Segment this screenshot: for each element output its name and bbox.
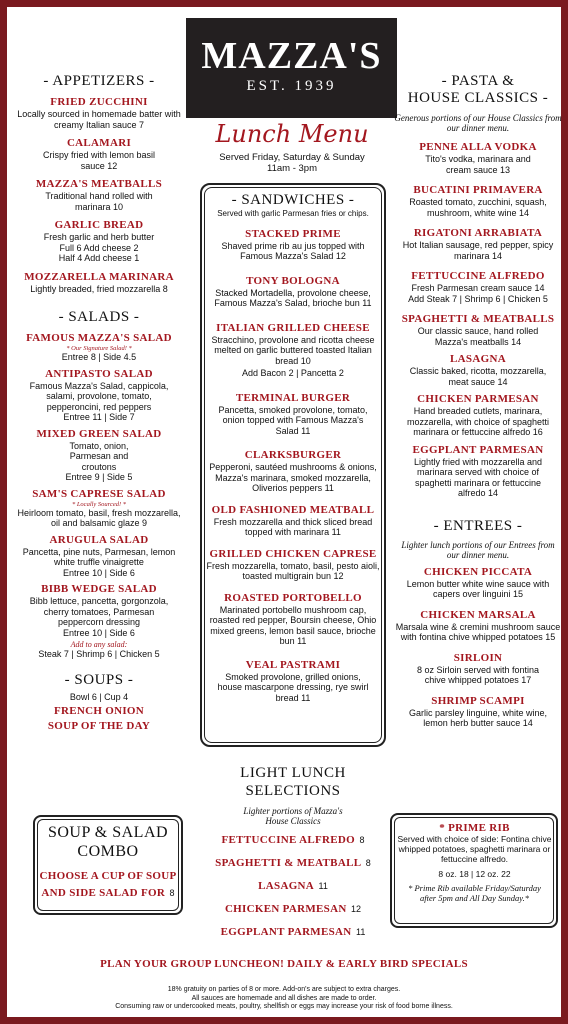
sandwiches-column <box>206 192 380 710</box>
item-name: MAZZA'S MEATBALLS <box>35 178 163 190</box>
appetizers-heading: - APPETIZERS - <box>43 73 155 89</box>
light-lunch-subtitle: Lighter portions of Mazza's House Classics <box>243 806 343 826</box>
logo-name: MAZZA'S <box>201 35 382 77</box>
menu-item <box>206 504 380 538</box>
item-desc: Garlic parsley linguine, white wine, lemon herb butter sauce 14 <box>408 707 548 728</box>
menu-item <box>206 548 380 582</box>
item-desc: Pancetta, pine nuts, Parmesan, lemon white truffle vinaigrette <box>22 546 176 567</box>
item-desc: Add Steak 7 | Shrimp 6 | Chicken 5 <box>408 293 548 304</box>
item-price: 8 <box>359 835 365 845</box>
item-name: MOZZARELLA MARINARA <box>24 270 174 283</box>
item-name: CHICKEN PARMESAN <box>417 393 539 405</box>
menu-item <box>14 96 184 130</box>
item-price: 11 <box>356 927 366 937</box>
served-days: Served Friday, Saturday & Sunday <box>219 152 365 163</box>
menu-item <box>14 583 184 638</box>
menu-item <box>392 393 564 438</box>
light-item <box>215 853 371 871</box>
item-desc: 8 oz Sirloin served with fontina chive whipped potatoes 17 <box>416 664 540 685</box>
item-name: TONY BOLOGNA <box>246 274 340 287</box>
item-desc: Stacked Mortadella, provolone cheese, Famous Mazza's Salad, brioche bun 11 <box>214 287 372 308</box>
soup-sizes: Bowl 6 | Cup 4 <box>69 691 129 702</box>
item-desc: Entree 9 | Side 5 <box>65 472 133 482</box>
item-desc: Full 6 Add cheese 2 <box>59 242 139 253</box>
prime-rib-box <box>397 822 552 903</box>
menu-item <box>24 271 174 295</box>
item-desc: Entree 10 | Side 6 <box>63 567 135 578</box>
item-desc: Entree 10 | Side 6 <box>63 627 135 638</box>
combo-price: 8 <box>169 888 175 898</box>
item-name: CHICKEN PARMESAN <box>224 903 347 915</box>
item-name: SPAGHETTI & MEATBALL <box>215 857 362 869</box>
combo-heading-2: COMBO <box>77 843 139 860</box>
pasta-heading-1: - PASTA & <box>441 73 515 89</box>
item-desc: Stracchino, provolone and ricotta cheese melted on garlic buttered toasted Italian bread 10 <box>211 334 375 366</box>
soups-heading: - SOUPS - <box>64 671 134 688</box>
salads-heading: - SALADS - <box>58 309 140 325</box>
item-desc: Half 4 Add cheese 1 <box>58 253 140 263</box>
light-item <box>258 876 328 894</box>
item-name: EGGPLANT PARMESAN <box>220 926 352 938</box>
light-item <box>221 922 366 940</box>
menu-item <box>408 270 548 304</box>
light-lunch-heading-2: SELECTIONS <box>245 783 341 799</box>
light-lunch-heading-1: LIGHT LUNCH <box>240 765 346 781</box>
item-desc: Bibb lettuce, pancetta, gorgonzola, cherry tomatoes, Parmesan peppercorn dressing <box>29 596 169 627</box>
item-desc: Shaved prime rib au jus topped with Famous Mazza's Salad 12 <box>221 240 365 261</box>
item-name: VEAL PASTRAMI <box>245 658 341 671</box>
item-note: * Our Signature Salad! * <box>66 345 132 352</box>
menu-item <box>392 695 564 729</box>
item-name: LASAGNA <box>258 880 315 892</box>
item-name: GRILLED CHICKEN CAPRESE <box>209 547 377 560</box>
item-name: CLARKSBURGER <box>244 449 342 461</box>
menu-item <box>14 428 184 483</box>
sandwiches-subtitle: Served with garlic Parmesan fries or chips. <box>217 209 369 218</box>
item-name: ITALIAN GRILLED CHEESE <box>216 321 370 334</box>
item-name: GARLIC BREAD <box>54 219 144 231</box>
pasta-subtitle: Generous portions of our House Classics from our dinner menu. <box>394 113 562 133</box>
item-name: SPAGHETTI & MEATBALLS <box>401 313 555 325</box>
item-name: OLD FASHIONED MEATBALL <box>211 503 375 516</box>
logo <box>186 18 397 118</box>
footer-promo-row <box>14 954 554 972</box>
item-desc: Smoked provolone, grilled onions, house mascarpone dressing, rye swirl bread 11 <box>217 671 369 703</box>
item-desc: Lightly fried with mozzarella and marinara served with choice of spaghetti marinara or fettuccine alfredo 14 <box>413 456 543 498</box>
menu-item <box>392 313 564 347</box>
menu-item <box>206 228 380 262</box>
item-desc: Pepperoni, sautéed mushrooms & onions, Mazza's marinara, smoked mozzarella, Oliverios peppers 11 <box>209 462 377 493</box>
item-desc: Tito's vodka, marinara and cream sauce 13 <box>425 154 531 175</box>
item-price: 11 <box>318 881 328 891</box>
menu-item <box>14 178 184 212</box>
light-item <box>222 830 365 848</box>
menu-item <box>392 184 564 218</box>
item-desc: Fresh Parmesan cream sauce 14 <box>411 283 545 293</box>
menu-item <box>206 592 380 647</box>
prime-rib-note: * Prime Rib available Friday/Saturday after 5pm and All Day Sunday.* <box>408 882 541 903</box>
menu-item <box>44 219 155 264</box>
soup-item: SOUP OF THE DAY <box>47 720 151 732</box>
item-desc: Add Bacon 2 | Pancetta 2 <box>242 368 344 378</box>
item-name: TERMINAL BURGER <box>235 391 351 404</box>
item-desc: Our classic sauce, hand rolled Mazza's meatballs 14 <box>417 326 539 347</box>
item-desc: Fresh mozzarella, tomato, basil, pesto aioli, toasted multigrain bun 12 <box>206 560 380 581</box>
item-desc: Hand breaded cutlets, marinara, mozzarella, with choice of spaghetti marinara or fettuccine alfredo 16 <box>406 406 550 437</box>
item-desc: Marsala wine & cremini mushroom sauce with fontina chive whipped potatoes 15 <box>395 621 561 642</box>
left-column <box>14 73 184 732</box>
item-desc: Fresh garlic and herb butter <box>43 232 155 242</box>
item-desc: Fresh mozzarella and thick sliced bread topped with marinara 11 <box>213 516 373 537</box>
item-desc: Entree 11 | Side 7 <box>63 412 135 422</box>
item-desc: Lightly breaded, fried mozzarella 8 <box>30 283 168 294</box>
item-name: LASAGNA <box>450 353 506 365</box>
item-name: PENNE ALLA VODKA <box>419 141 537 153</box>
item-name: BUCATINI PRIMAVERA <box>413 184 543 196</box>
menu-item <box>392 566 564 600</box>
served-hours: 11am - 3pm <box>267 163 317 174</box>
menu-item <box>14 137 184 171</box>
item-name: FETTUCCINE ALFREDO <box>221 834 355 846</box>
menu-item <box>206 449 380 494</box>
prime-rib-name: * PRIME RIB <box>439 822 510 834</box>
item-desc: Heirloom tomato, basil, fresh mozzarella, oil and balsamic glaze 9 <box>17 507 181 528</box>
menu-item <box>206 322 380 379</box>
item-name: BIBB WEDGE SALAD <box>41 583 157 595</box>
combo-line-1: CHOOSE A CUP OF SOUP <box>39 870 177 882</box>
menu-item <box>206 275 380 309</box>
item-price: 12 <box>351 904 362 914</box>
item-desc: Crispy fried with lemon basil sauce 12 <box>42 150 156 171</box>
item-desc: Tomato, onion, Parmesan and croutons <box>69 440 129 472</box>
item-desc: Marinated portobello mushroom cap, roasted red pepper, Boursin cheese, Ohio mixed greens, lemon basil sauce, brioche bun 11 <box>209 604 377 646</box>
menu-item <box>392 141 564 175</box>
item-name: CHICKEN PICCATA <box>423 565 533 578</box>
item-name: STACKED PRIME <box>245 227 341 240</box>
footer-promo: PLAN YOUR GROUP LUNCHEON! DAILY & EARLY BIRD SPECIALS <box>100 958 468 970</box>
footer-fine-print <box>14 986 554 1012</box>
item-name: ARUGULA SALAD <box>49 533 149 546</box>
pasta-heading-2: HOUSE CLASSICS - <box>407 90 549 106</box>
item-desc: Locally sourced in homemade batter with creamy Italian sauce 7 <box>17 109 181 130</box>
combo-box <box>37 823 179 901</box>
item-name: CALAMARI <box>66 137 132 149</box>
menu-item <box>206 392 380 437</box>
prime-rib-desc: Served with choice of side: Fontina chive whipped potatoes, spaghetti marinara or fettuccine alfredo. <box>397 834 552 864</box>
light-lunch-section <box>203 764 383 940</box>
item-name: ROASTED PORTOBELLO <box>224 591 362 604</box>
item-desc: Traditional hand rolled with marinara 10 <box>45 191 153 212</box>
menu-item <box>392 227 564 261</box>
sandwiches-heading: - SANDWICHES - <box>231 192 355 208</box>
menu-item <box>392 353 564 387</box>
item-desc: Lemon butter white wine sauce with capers over linguini 15 <box>406 578 550 599</box>
fine-print-line: 18% gratuity on parties of 8 or more. Add-on's are subject to extra charges. <box>167 986 401 993</box>
item-name: EGGPLANT PARMESAN <box>412 443 544 456</box>
menu-item <box>26 332 172 363</box>
soup-item: FRENCH ONION <box>53 705 145 717</box>
fine-print-line: All sauces are homemade and all dishes are made to order. <box>191 994 377 1002</box>
item-name: CHICKEN MARSALA <box>420 608 536 621</box>
salad-add-note: Add to any salad: <box>70 640 128 649</box>
combo-line-2: AND SIDE SALAD FOR <box>41 887 166 899</box>
item-name: SHRIMP SCAMPI <box>431 694 525 707</box>
menu-item <box>206 659 380 704</box>
item-name: RIGATONI ARRABIATA <box>413 227 543 239</box>
fine-print-line: Consuming raw or undercooked meats, poultry, shellfish or eggs may increase your risk of food borne illness. <box>115 1003 453 1010</box>
entrees-subtitle: Lighter lunch portions of our Entrees from our dinner menu. <box>401 539 555 560</box>
menu-item <box>392 652 564 686</box>
menu-item <box>14 534 184 579</box>
item-name: ANTIPASTO SALAD <box>45 367 153 380</box>
lunch-menu-title: Lunch Menu <box>215 120 369 148</box>
menu-item <box>14 368 184 423</box>
salad-add-items: Steak 7 | Shrimp 6 | Chicken 5 <box>38 649 160 659</box>
prime-rib-sizes: 8 oz. 18 | 12 oz. 22 <box>438 869 511 879</box>
item-desc: Pancetta, smoked provolone, tomato, onion topped with Famous Mazza's Salad 11 <box>218 404 368 436</box>
item-name: MIXED GREEN SALAD <box>36 427 162 440</box>
item-name: FETTUCCINE ALFREDO <box>411 270 545 282</box>
title-block <box>192 120 392 174</box>
combo-line-2-row <box>37 884 179 901</box>
logo-est: EST. 1939 <box>246 78 337 94</box>
menu-item <box>392 444 564 499</box>
item-desc: Entree 8 | Side 4.5 <box>61 352 137 362</box>
combo-heading-1: SOUP & SALAD <box>47 824 169 841</box>
right-column <box>392 73 564 736</box>
item-desc: Roasted tomato, zucchini, squash, mushroom, white wine 14 <box>409 197 547 218</box>
item-note: * Locally Sourced! * <box>71 500 127 508</box>
item-name: SIRLOIN <box>453 651 503 664</box>
item-name: FRIED ZUCCHINI <box>50 96 148 108</box>
menu-item <box>392 609 564 643</box>
item-name: FAMOUS MAZZA'S SALAD <box>26 332 172 344</box>
light-item <box>225 899 361 917</box>
menu-item <box>14 488 184 529</box>
item-price: 8 <box>365 858 371 868</box>
item-desc: Hot Italian sausage, red pepper, spicy marinara 14 <box>402 240 554 261</box>
entrees-heading: - ENTREES - <box>433 517 523 534</box>
item-desc: Famous Mazza's Salad, cappicola, salami, provolone, tomato, pepperoncini, red peppers <box>29 380 169 412</box>
item-desc: Classic baked, ricotta, mozzarella, meat sauce 14 <box>409 366 547 387</box>
item-name: SAM'S CAPRESE SALAD <box>32 487 166 500</box>
